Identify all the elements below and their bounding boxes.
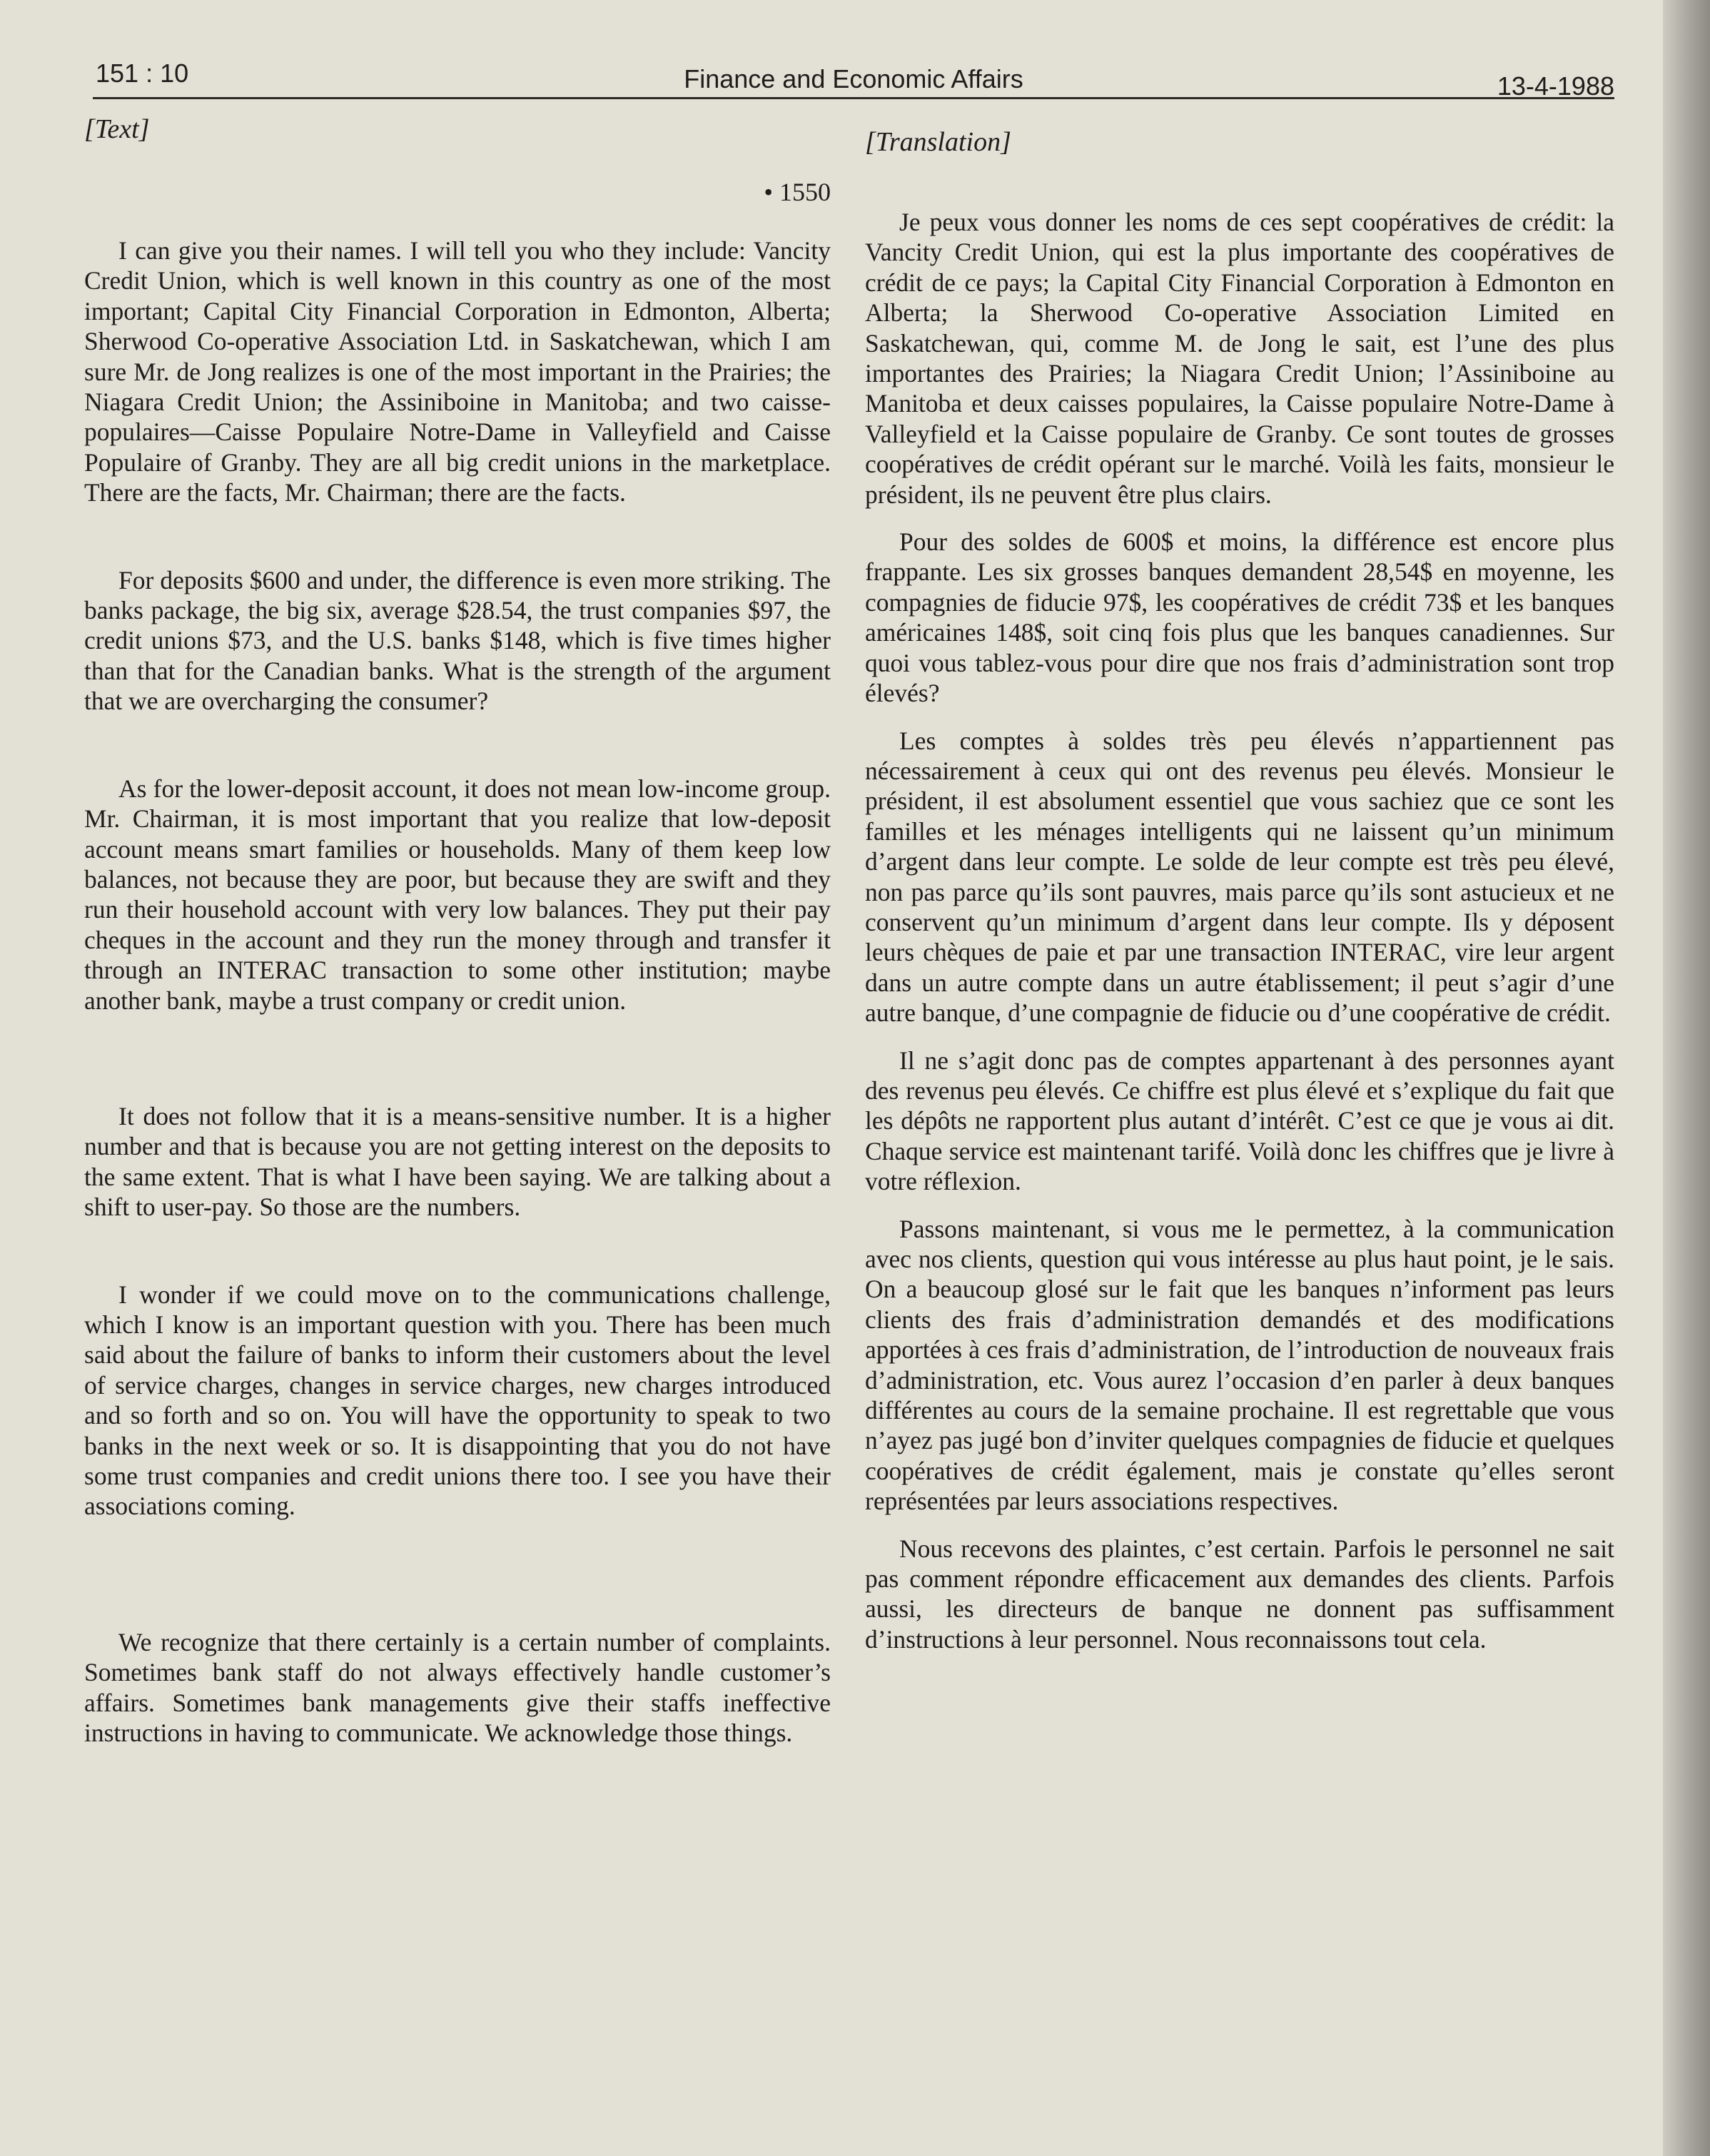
paragraph: Les comptes à soldes très peu élevés n’appartiennent pas nécessairement à ceux qui ont des revenus peu élevés. Monsieur le président, il est absolument essentiel que vous sachiez que ce sont les familles et les ménages intelligents qui ne laissent qu’un minimum d’argent dans leur compte. Le solde de leur compte est très peu élevé, non pas parce qu’ils sont pauvres, mais parce qu’ils sont astucieux et ne conservent qu’un minimum d’argent dans leur compte. Ils y déposent leurs chèques de paie et par une transaction INTERAC, vire leur argent dans un autre compte dans un autre établissement; il peut s’agir d’une autre banque, d’une compagnie de fiducie ou d’une coopérative de crédit. [865, 726, 1614, 1028]
paragraph: Je peux vous donner les noms de ces sept coopératives de crédit: la Vancity Credit Union, qui est la plus importante des coopératives de crédit de ce pays; la Capital City Financial Corporation à Edmonton en Alberta; la Sherwood Co-operative Association Limited en Saskatchewan, qui, comme M. de Jong le sait, est l’une des plus importantes des Prairies; la Niagara Credit Union; l’Assiniboine au Manitoba et deux caisses populaires, la Caisse populaire Notre-Dame à Valleyfield et la Caisse populaire de Granby. Ce sont toutes de grosses coopératives de crédit opérant sur le marché. Voilà les faits, monsieur le président, ils ne peuvent être plus clairs. [865, 208, 1614, 509]
paragraph: For deposits $600 and under, the difference is even more striking. The banks package, the big six, average $28.54, the trust companies $97, the credit unions $73, and the U.S. banks $148, which is five times higher than that for the Canadian banks. What is the strength of the argument that we are overcharging the consumer? [84, 565, 831, 716]
paragraph: Passons maintenant, si vous me le permettez, à la communication avec nos clients, question qui vous intéresse au plus haut point, je le sais. On a beaucoup glosé sur le fait que les banques n’informent pas leurs clients des frais d’administration demandés et des modifications apportées à ces frais d’administration, de l’introduction de nouveaux frais d’administration, etc. Vous aurez l’occasion d’en parler à deux banques différentes au cours de la semaine prochaine. Il est regrettable que vous n’ayez pas jugé bon d’inviter quelques compagnies de fiducie et quelques coopératives de crédit également, mais je constate qu’elles seront représentées par leurs associations respectives. [865, 1214, 1614, 1516]
paragraph: Nous recevons des plaintes, c’est certain. Parfois le personnel ne sait pas comment répondre efficacement aux demandes des clients. Parfois aussi, les directeurs de banque ne donnent pas suffisamment d’instructions à leur personnel. Nous reconnaissons tout cela. [865, 1534, 1614, 1654]
paragraph: As for the lower-deposit account, it does not mean low-income group. Mr. Chairman, it is most important that you realize that low-deposit account means smart families or households. Many of them keep low balances, not because they are poor, but because they are swift and they run their household account with very low balances. They put their pay cheques in the account and they run the money through and transfer it through an INTERAC transaction to some other institution; maybe another bank, maybe a trust company or credit union. [84, 774, 831, 1015]
paragraph: I wonder if we could move on to the communications challenge, which I know is an important question with you. There has been much said about the failure of banks to inform their customers about the level of service charges, changes in service charges, new charges introduced and so forth and so on. You will have the opportunity to speak to two banks in the next week or so. It is disappointing that you do not have some trust companies and credit unions there too. I see you have their associations coming. [84, 1280, 831, 1521]
sitting-date: 13-4-1988 [1497, 71, 1614, 101]
page-binding-edge [1663, 0, 1710, 2156]
paragraph: I can give you their names. I will tell you who they include: Vancity Credit Union, which is well known in this country as one of the most important; Capital City Financial Corporation in Edmonton, Alberta; Sherwood Co-operative Association Ltd. in Saskatchewan, which I am sure Mr. de Jong realizes is one of the most important in the Prairies; the Niagara Credit Union; the Assiniboine in Manitoba; and two caisse-populaires—Caisse Populaire Notre-Dame in Valleyfield and Caisse Populaire of Granby. They are all big credit unions in the marketplace. There are the facts, Mr. Chairman; there are the facts. [84, 236, 831, 507]
time-marker: • 1550 [764, 178, 831, 206]
paragraph: We recognize that there certainly is a certain number of complaints. Sometimes bank staff do not always effectively handle customer’s affairs. Sometimes bank managements give their staffs ineffective instructions in having to communicate. We acknowledge those things. [84, 1627, 831, 1748]
paragraph: Pour des soldes de 600$ et moins, la différence est encore plus frappante. Les six grosses banques demandent 28,54$ en moyenne, les compagnies de fiducie 97$, les coopératives de crédit 73$ et les banques américaines 148$, soit cinq fois plus que les banques canadiennes. Sur quoi vous tablez-vous pour dire que nos frais d’administration sont trop élevés? [865, 527, 1614, 708]
paragraph: Il ne s’agit donc pas de comptes appartenant à des personnes ayant des revenus peu élevés. Ce chiffre est plus élevé et s’explique du fait que les dépôts ne rapportent plus autant d’intérêt. C’est ce que je vous ai dit. Chaque service est maintenant tarifé. Voilà donc les chiffres que je livre à votre réflexion. [865, 1046, 1614, 1196]
column-label-translation: [Translation] [865, 127, 1011, 157]
page-number: 151 : 10 [96, 59, 189, 88]
committee-title: Finance and Economic Affairs [684, 64, 1023, 93]
page-header [93, 56, 1614, 99]
column-label-text: [Text] [84, 114, 150, 144]
english-column [84, 114, 831, 1748]
french-column [865, 114, 1614, 1654]
paragraph: It does not follow that it is a means-sensitive number. It is a higher number and that is because you are not getting interest on the deposits to the same extent. That is what I have been saying. We are talking about a shift to user-pay. So those are the numbers. [84, 1101, 831, 1222]
